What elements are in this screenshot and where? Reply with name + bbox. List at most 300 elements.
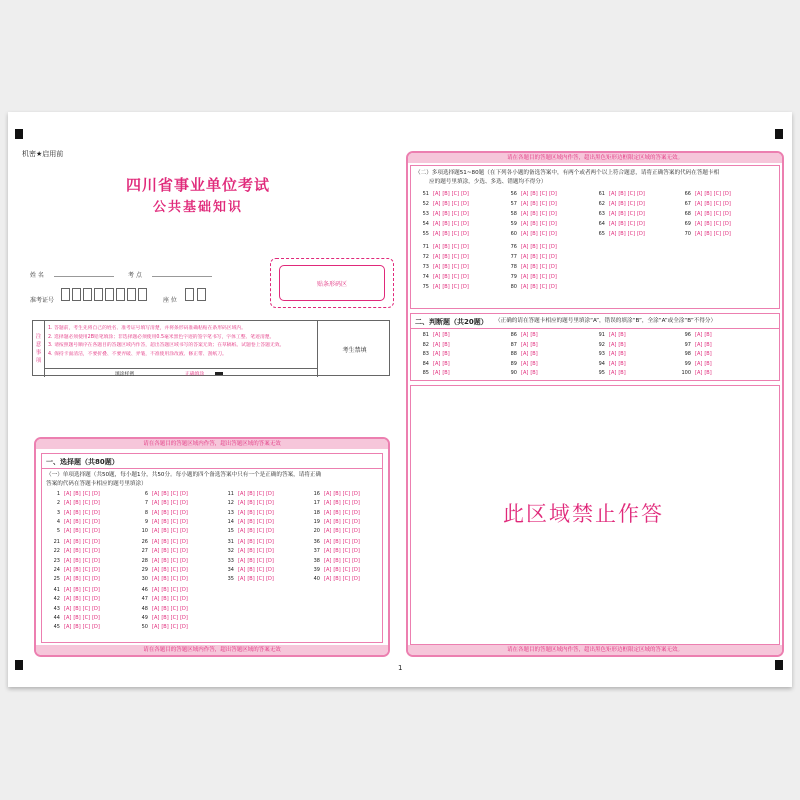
answer-bubble[interactable]: [D] xyxy=(180,587,188,593)
answer-bubble[interactable]: [D] xyxy=(180,509,188,516)
answer-bubble[interactable]: [A] xyxy=(152,557,160,564)
answer-bubble[interactable]: [B] xyxy=(618,332,626,338)
answer-bubble[interactable]: [D] xyxy=(461,201,469,207)
answer-bubble[interactable]: [A] xyxy=(521,284,529,290)
answer-bubble[interactable]: [C] xyxy=(82,596,91,603)
answer-bubble[interactable]: [B] xyxy=(161,557,169,564)
answer-bubble[interactable]: [A] xyxy=(695,231,703,237)
answer-bubble[interactable]: [A] xyxy=(609,191,617,197)
ticket-digit-box[interactable] xyxy=(83,288,92,301)
answer-bubble[interactable]: [D] xyxy=(92,566,100,573)
answer-bubble[interactable]: [A] xyxy=(64,614,72,621)
answer-bubble[interactable]: [C] xyxy=(256,539,265,545)
answer-bubble[interactable]: [C] xyxy=(451,221,460,227)
answer-bubble[interactable]: [B] xyxy=(247,539,255,545)
answer-bubble[interactable]: [D] xyxy=(266,539,274,545)
answer-bubble[interactable]: [D] xyxy=(92,624,100,631)
answer-bubble[interactable]: [C] xyxy=(82,576,91,583)
answer-bubble[interactable]: [B] xyxy=(704,211,712,217)
answer-bubble[interactable]: [D] xyxy=(180,576,188,583)
answer-bubble[interactable]: [C] xyxy=(82,605,91,612)
answer-bubble[interactable]: [D] xyxy=(352,491,360,497)
answer-bubble[interactable]: [D] xyxy=(266,576,274,583)
answer-bubble[interactable]: [A] xyxy=(152,509,160,516)
answer-bubble[interactable]: [B] xyxy=(161,539,169,545)
answer-bubble[interactable]: [A] xyxy=(695,201,703,207)
answer-bubble[interactable]: [D] xyxy=(723,191,731,197)
answer-bubble[interactable]: [A] xyxy=(152,576,160,583)
answer-bubble[interactable]: [C] xyxy=(170,539,179,545)
answer-bubble[interactable]: [C] xyxy=(539,201,548,207)
answer-bubble[interactable]: [D] xyxy=(637,221,645,227)
answer-bubble[interactable]: [C] xyxy=(713,201,722,207)
answer-bubble[interactable]: [D] xyxy=(266,566,274,573)
answer-bubble[interactable]: [C] xyxy=(451,284,460,290)
answer-bubble[interactable]: [C] xyxy=(256,576,265,583)
answer-bubble[interactable]: [B] xyxy=(73,509,81,516)
answer-bubble[interactable]: [A] xyxy=(609,341,617,348)
answer-bubble[interactable]: [A] xyxy=(695,332,703,338)
answer-bubble[interactable]: [B] xyxy=(73,491,81,497)
answer-bubble[interactable]: [A] xyxy=(433,264,441,270)
answer-bubble[interactable]: [C] xyxy=(627,191,636,197)
answer-bubble[interactable]: [D] xyxy=(637,191,645,197)
answer-bubble[interactable]: [D] xyxy=(352,539,360,545)
answer-bubble[interactable]: [C] xyxy=(539,221,548,227)
answer-bubble[interactable]: [D] xyxy=(180,491,188,497)
answer-bubble[interactable]: [B] xyxy=(73,528,81,535)
answer-bubble[interactable]: [B] xyxy=(530,254,538,260)
answer-bubble[interactable]: [C] xyxy=(82,539,91,545)
answer-bubble[interactable]: [D] xyxy=(92,500,100,507)
answer-bubble[interactable]: [C] xyxy=(170,566,179,573)
answer-bubble[interactable]: [B] xyxy=(442,370,450,376)
answer-bubble[interactable]: [A] xyxy=(152,500,160,507)
answer-bubble[interactable]: [C] xyxy=(170,500,179,507)
answer-bubble[interactable]: [C] xyxy=(82,624,91,631)
answer-bubble[interactable]: [D] xyxy=(266,548,274,555)
answer-bubble[interactable]: [A] xyxy=(152,596,160,603)
answer-bubble[interactable]: [D] xyxy=(461,254,469,260)
answer-bubble[interactable]: [B] xyxy=(442,274,450,280)
answer-bubble[interactable]: [B] xyxy=(333,566,341,573)
answer-bubble[interactable]: [B] xyxy=(247,528,255,535)
answer-bubble[interactable]: [B] xyxy=(161,500,169,507)
answer-bubble[interactable]: [C] xyxy=(256,566,265,573)
answer-bubble[interactable]: [B] xyxy=(73,587,81,593)
answer-bubble[interactable]: [D] xyxy=(352,576,360,583)
answer-bubble[interactable]: [A] xyxy=(521,211,529,217)
answer-bubble[interactable]: [B] xyxy=(618,231,626,237)
answer-bubble[interactable]: [C] xyxy=(82,587,91,593)
answer-bubble[interactable]: [D] xyxy=(549,221,557,227)
answer-bubble[interactable]: [C] xyxy=(170,548,179,555)
name-field[interactable] xyxy=(54,276,114,277)
answer-bubble[interactable]: [C] xyxy=(256,548,265,555)
answer-bubble[interactable]: [C] xyxy=(627,211,636,217)
answer-bubble[interactable]: [B] xyxy=(442,351,450,357)
answer-bubble[interactable]: [D] xyxy=(637,201,645,207)
answer-bubble[interactable]: [A] xyxy=(433,254,441,260)
answer-bubble[interactable]: [A] xyxy=(238,491,246,497)
answer-bubble[interactable]: [D] xyxy=(92,557,100,564)
answer-bubble[interactable]: [B] xyxy=(442,221,450,227)
answer-bubble[interactable]: [A] xyxy=(238,557,246,564)
answer-bubble[interactable]: [A] xyxy=(324,566,332,573)
answer-bubble[interactable]: [A] xyxy=(433,221,441,227)
answer-bubble[interactable]: [B] xyxy=(161,596,169,603)
answer-bubble[interactable]: [C] xyxy=(170,596,179,603)
answer-bubble[interactable]: [D] xyxy=(352,518,360,525)
answer-bubble[interactable]: [D] xyxy=(461,231,469,237)
answer-bubble[interactable]: [B] xyxy=(530,211,538,217)
answer-bubble[interactable]: [A] xyxy=(64,587,72,593)
answer-bubble[interactable]: [A] xyxy=(609,360,617,367)
answer-bubble[interactable]: [D] xyxy=(723,211,731,217)
answer-bubble[interactable]: [C] xyxy=(627,221,636,227)
answer-bubble[interactable]: [C] xyxy=(342,491,351,497)
answer-bubble[interactable]: [C] xyxy=(256,509,265,516)
answer-bubble[interactable]: [A] xyxy=(433,231,441,237)
answer-bubble[interactable]: [D] xyxy=(92,491,100,497)
answer-bubble[interactable]: [A] xyxy=(433,370,441,376)
answer-bubble[interactable]: [B] xyxy=(247,491,255,497)
answer-bubble[interactable]: [D] xyxy=(92,518,100,525)
answer-bubble[interactable]: [B] xyxy=(442,284,450,290)
answer-bubble[interactable]: [A] xyxy=(64,491,72,497)
ticket-digit-box[interactable] xyxy=(94,288,103,301)
answer-bubble[interactable]: [C] xyxy=(342,528,351,535)
answer-bubble[interactable]: [B] xyxy=(247,548,255,555)
answer-bubble[interactable]: [B] xyxy=(333,528,341,535)
answer-bubble[interactable]: [B] xyxy=(161,528,169,535)
answer-bubble[interactable]: [C] xyxy=(82,509,91,516)
answer-bubble[interactable]: [D] xyxy=(461,284,469,290)
answer-bubble[interactable]: [C] xyxy=(342,557,351,564)
answer-bubble[interactable]: [A] xyxy=(521,351,529,357)
answer-bubble[interactable]: [A] xyxy=(695,211,703,217)
answer-bubble[interactable]: [A] xyxy=(238,500,246,507)
answer-bubble[interactable]: [B] xyxy=(442,264,450,270)
answer-bubble[interactable]: [A] xyxy=(152,624,160,631)
answer-bubble[interactable]: [D] xyxy=(266,491,274,497)
answer-bubble[interactable]: [D] xyxy=(180,557,188,564)
answer-bubble[interactable]: [A] xyxy=(324,518,332,525)
answer-bubble[interactable]: [C] xyxy=(539,231,548,237)
answer-bubble[interactable]: [B] xyxy=(530,191,538,197)
answer-bubble[interactable]: [B] xyxy=(161,614,169,621)
answer-bubble[interactable]: [D] xyxy=(180,596,188,603)
answer-bubble[interactable]: [B] xyxy=(704,370,712,376)
answer-bubble[interactable]: [C] xyxy=(627,231,636,237)
answer-bubble[interactable]: [C] xyxy=(170,491,179,497)
answer-bubble[interactable]: [D] xyxy=(266,557,274,564)
answer-bubble[interactable]: [A] xyxy=(433,191,441,197)
answer-bubble[interactable]: [D] xyxy=(461,274,469,280)
answer-bubble[interactable]: [B] xyxy=(618,201,626,207)
answer-bubble[interactable]: [C] xyxy=(82,500,91,507)
answer-bubble[interactable]: [B] xyxy=(530,360,538,367)
answer-bubble[interactable]: [B] xyxy=(73,548,81,555)
answer-bubble[interactable]: [D] xyxy=(549,264,557,270)
answer-bubble[interactable]: [A] xyxy=(609,351,617,357)
answer-bubble[interactable]: [A] xyxy=(64,548,72,555)
answer-bubble[interactable]: [B] xyxy=(618,191,626,197)
answer-bubble[interactable]: [A] xyxy=(64,539,72,545)
answer-bubble[interactable]: [C] xyxy=(256,528,265,535)
answer-bubble[interactable]: [B] xyxy=(73,624,81,631)
answer-bubble[interactable]: [B] xyxy=(704,191,712,197)
answer-bubble[interactable]: [D] xyxy=(723,201,731,207)
answer-bubble[interactable]: [C] xyxy=(170,605,179,612)
answer-bubble[interactable]: [C] xyxy=(82,548,91,555)
answer-bubble[interactable]: [A] xyxy=(521,244,529,250)
answer-bubble[interactable]: [B] xyxy=(442,332,450,338)
answer-bubble[interactable]: [C] xyxy=(342,500,351,507)
answer-bubble[interactable]: [B] xyxy=(442,191,450,197)
answer-bubble[interactable]: [C] xyxy=(713,221,722,227)
answer-bubble[interactable]: [C] xyxy=(539,254,548,260)
answer-bubble[interactable]: [A] xyxy=(521,254,529,260)
answer-bubble[interactable]: [C] xyxy=(256,518,265,525)
answer-bubble[interactable]: [C] xyxy=(539,211,548,217)
answer-bubble[interactable]: [A] xyxy=(324,500,332,507)
answer-bubble[interactable]: [A] xyxy=(238,528,246,535)
answer-bubble[interactable]: [A] xyxy=(433,351,441,357)
answer-bubble[interactable]: [A] xyxy=(609,370,617,376)
answer-bubble[interactable]: [D] xyxy=(549,191,557,197)
ticket-digit-box[interactable] xyxy=(127,288,136,301)
answer-bubble[interactable]: [A] xyxy=(521,274,529,280)
answer-bubble[interactable]: [A] xyxy=(521,341,529,348)
answer-bubble[interactable]: [B] xyxy=(704,332,712,338)
answer-bubble[interactable]: [A] xyxy=(152,614,160,621)
answer-bubble[interactable]: [D] xyxy=(92,605,100,612)
answer-bubble[interactable]: [C] xyxy=(82,614,91,621)
answer-bubble[interactable]: [A] xyxy=(695,351,703,357)
answer-bubble[interactable]: [C] xyxy=(451,264,460,270)
answer-bubble[interactable]: [B] xyxy=(247,557,255,564)
answer-bubble[interactable]: [D] xyxy=(549,201,557,207)
answer-bubble[interactable]: [C] xyxy=(256,557,265,564)
answer-bubble[interactable]: [A] xyxy=(695,221,703,227)
answer-bubble[interactable]: [C] xyxy=(451,191,460,197)
answer-bubble[interactable]: [A] xyxy=(152,605,160,612)
answer-bubble[interactable]: [C] xyxy=(451,254,460,260)
ticket-digit-box[interactable] xyxy=(138,288,147,301)
answer-bubble[interactable]: [B] xyxy=(442,254,450,260)
answer-bubble[interactable]: [A] xyxy=(324,528,332,535)
answer-bubble[interactable]: [A] xyxy=(64,566,72,573)
answer-bubble[interactable]: [B] xyxy=(618,360,626,367)
answer-bubble[interactable]: [D] xyxy=(92,587,100,593)
answer-bubble[interactable]: [A] xyxy=(433,244,441,250)
answer-bubble[interactable]: [B] xyxy=(73,605,81,612)
answer-bubble[interactable]: [B] xyxy=(442,244,450,250)
answer-bubble[interactable]: [A] xyxy=(152,539,160,545)
answer-bubble[interactable]: [A] xyxy=(521,332,529,338)
answer-bubble[interactable]: [B] xyxy=(530,244,538,250)
answer-bubble[interactable]: [B] xyxy=(333,576,341,583)
answer-bubble[interactable]: [A] xyxy=(324,539,332,545)
answer-bubble[interactable]: [A] xyxy=(433,211,441,217)
answer-bubble[interactable]: [B] xyxy=(161,491,169,497)
answer-bubble[interactable]: [C] xyxy=(170,624,179,631)
answer-bubble[interactable]: [A] xyxy=(695,370,703,376)
answer-bubble[interactable]: [C] xyxy=(451,274,460,280)
answer-bubble[interactable]: [A] xyxy=(152,548,160,555)
answer-bubble[interactable]: [D] xyxy=(180,566,188,573)
answer-bubble[interactable]: [A] xyxy=(64,518,72,525)
answer-bubble[interactable]: [C] xyxy=(713,211,722,217)
answer-bubble[interactable]: [D] xyxy=(461,211,469,217)
answer-bubble[interactable]: [D] xyxy=(723,221,731,227)
answer-bubble[interactable]: [A] xyxy=(324,491,332,497)
answer-bubble[interactable]: [A] xyxy=(64,596,72,603)
answer-bubble[interactable]: [C] xyxy=(713,191,722,197)
answer-bubble[interactable]: [A] xyxy=(152,566,160,573)
answer-bubble[interactable]: [D] xyxy=(266,518,274,525)
answer-bubble[interactable]: [B] xyxy=(530,351,538,357)
answer-bubble[interactable]: [A] xyxy=(609,221,617,227)
answer-bubble[interactable]: [B] xyxy=(247,576,255,583)
answer-bubble[interactable]: [B] xyxy=(161,566,169,573)
answer-bubble[interactable]: [D] xyxy=(549,231,557,237)
answer-bubble[interactable]: [A] xyxy=(521,231,529,237)
answer-bubble[interactable]: [B] xyxy=(247,518,255,525)
answer-bubble[interactable]: [D] xyxy=(180,605,188,612)
answer-bubble[interactable]: [C] xyxy=(82,557,91,564)
answer-bubble[interactable]: [A] xyxy=(521,264,529,270)
answer-bubble[interactable]: [B] xyxy=(333,518,341,525)
answer-bubble[interactable]: [D] xyxy=(352,500,360,507)
answer-bubble[interactable]: [B] xyxy=(704,221,712,227)
answer-bubble[interactable]: [B] xyxy=(333,539,341,545)
answer-bubble[interactable]: [B] xyxy=(333,491,341,497)
answer-bubble[interactable]: [A] xyxy=(609,211,617,217)
answer-bubble[interactable]: [B] xyxy=(73,539,81,545)
answer-bubble[interactable]: [B] xyxy=(530,341,538,348)
answer-bubble[interactable]: [A] xyxy=(521,221,529,227)
answer-bubble[interactable]: [B] xyxy=(530,370,538,376)
answer-bubble[interactable]: [C] xyxy=(170,557,179,564)
answer-bubble[interactable]: [C] xyxy=(342,539,351,545)
answer-bubble[interactable]: [A] xyxy=(324,548,332,555)
answer-bubble[interactable]: [A] xyxy=(238,548,246,555)
answer-bubble[interactable]: [A] xyxy=(64,576,72,583)
answer-bubble[interactable]: [D] xyxy=(266,500,274,507)
answer-bubble[interactable]: [B] xyxy=(333,557,341,564)
answer-bubble[interactable]: [C] xyxy=(627,201,636,207)
answer-bubble[interactable]: [D] xyxy=(92,614,100,621)
answer-bubble[interactable]: [A] xyxy=(238,566,246,573)
answer-bubble[interactable]: [B] xyxy=(247,566,255,573)
answer-bubble[interactable]: [B] xyxy=(618,211,626,217)
answer-bubble[interactable]: [B] xyxy=(530,201,538,207)
answer-bubble[interactable]: [A] xyxy=(324,509,332,516)
answer-bubble[interactable]: [A] xyxy=(521,370,529,376)
answer-bubble[interactable]: [D] xyxy=(637,231,645,237)
answer-bubble[interactable]: [B] xyxy=(73,518,81,525)
answer-bubble[interactable]: [B] xyxy=(247,509,255,516)
answer-bubble[interactable]: [D] xyxy=(549,274,557,280)
answer-bubble[interactable]: [B] xyxy=(618,221,626,227)
answer-bubble[interactable]: [D] xyxy=(180,614,188,621)
answer-bubble[interactable]: [A] xyxy=(695,341,703,348)
answer-bubble[interactable]: [B] xyxy=(442,360,450,367)
answer-bubble[interactable]: [B] xyxy=(704,360,712,367)
answer-bubble[interactable]: [B] xyxy=(704,231,712,237)
answer-bubble[interactable]: [B] xyxy=(73,576,81,583)
answer-bubble[interactable]: [A] xyxy=(64,500,72,507)
answer-bubble[interactable]: [A] xyxy=(64,624,72,631)
answer-bubble[interactable]: [A] xyxy=(64,605,72,612)
answer-bubble[interactable]: [D] xyxy=(180,500,188,507)
answer-bubble[interactable]: [B] xyxy=(530,332,538,338)
answer-bubble[interactable]: [B] xyxy=(530,264,538,270)
answer-bubble[interactable]: [B] xyxy=(704,351,712,357)
answer-bubble[interactable]: [A] xyxy=(64,528,72,535)
answer-bubble[interactable]: [A] xyxy=(238,576,246,583)
answer-bubble[interactable]: [A] xyxy=(152,518,160,525)
answer-bubble[interactable]: [C] xyxy=(170,528,179,535)
answer-bubble[interactable]: [D] xyxy=(180,518,188,525)
answer-bubble[interactable]: [A] xyxy=(433,274,441,280)
answer-bubble[interactable]: [D] xyxy=(352,566,360,573)
answer-bubble[interactable]: [D] xyxy=(549,254,557,260)
answer-bubble[interactable]: [D] xyxy=(637,211,645,217)
answer-bubble[interactable]: [A] xyxy=(695,191,703,197)
answer-bubble[interactable]: [A] xyxy=(238,509,246,516)
answer-bubble[interactable]: [A] xyxy=(64,557,72,564)
answer-bubble[interactable]: [C] xyxy=(451,201,460,207)
answer-bubble[interactable]: [D] xyxy=(723,231,731,237)
answer-bubble[interactable]: [B] xyxy=(618,341,626,348)
answer-bubble[interactable]: [C] xyxy=(342,576,351,583)
answer-bubble[interactable]: [C] xyxy=(713,231,722,237)
answer-bubble[interactable]: [C] xyxy=(82,491,91,497)
seat-box[interactable] xyxy=(197,288,206,301)
answer-bubble[interactable]: [D] xyxy=(549,244,557,250)
answer-bubble[interactable]: [B] xyxy=(73,566,81,573)
answer-bubble[interactable]: [B] xyxy=(161,518,169,525)
answer-bubble[interactable]: [D] xyxy=(266,528,274,535)
answer-bubble[interactable]: [D] xyxy=(92,539,100,545)
answer-bubble[interactable]: [D] xyxy=(352,509,360,516)
answer-bubble[interactable]: [D] xyxy=(180,624,188,631)
answer-bubble[interactable]: [D] xyxy=(352,548,360,555)
answer-bubble[interactable]: [B] xyxy=(704,201,712,207)
answer-bubble[interactable]: [D] xyxy=(461,221,469,227)
answer-bubble[interactable]: [A] xyxy=(695,360,703,367)
answer-bubble[interactable]: [A] xyxy=(521,191,529,197)
answer-bubble[interactable]: [D] xyxy=(352,528,360,535)
answer-bubble[interactable]: [B] xyxy=(333,548,341,555)
answer-bubble[interactable]: [D] xyxy=(266,509,274,516)
answer-bubble[interactable]: [B] xyxy=(530,274,538,280)
answer-bubble[interactable]: [A] xyxy=(152,491,160,497)
answer-bubble[interactable]: [C] xyxy=(82,566,91,573)
answer-bubble[interactable]: [C] xyxy=(342,548,351,555)
answer-bubble[interactable]: [B] xyxy=(161,576,169,583)
answer-bubble[interactable]: [D] xyxy=(92,596,100,603)
answer-bubble[interactable]: [B] xyxy=(73,500,81,507)
answer-bubble[interactable]: [C] xyxy=(342,509,351,516)
answer-bubble[interactable]: [B] xyxy=(530,231,538,237)
answer-bubble[interactable]: [B] xyxy=(530,221,538,227)
answer-bubble[interactable]: [C] xyxy=(451,211,460,217)
answer-bubble[interactable]: [B] xyxy=(442,341,450,348)
